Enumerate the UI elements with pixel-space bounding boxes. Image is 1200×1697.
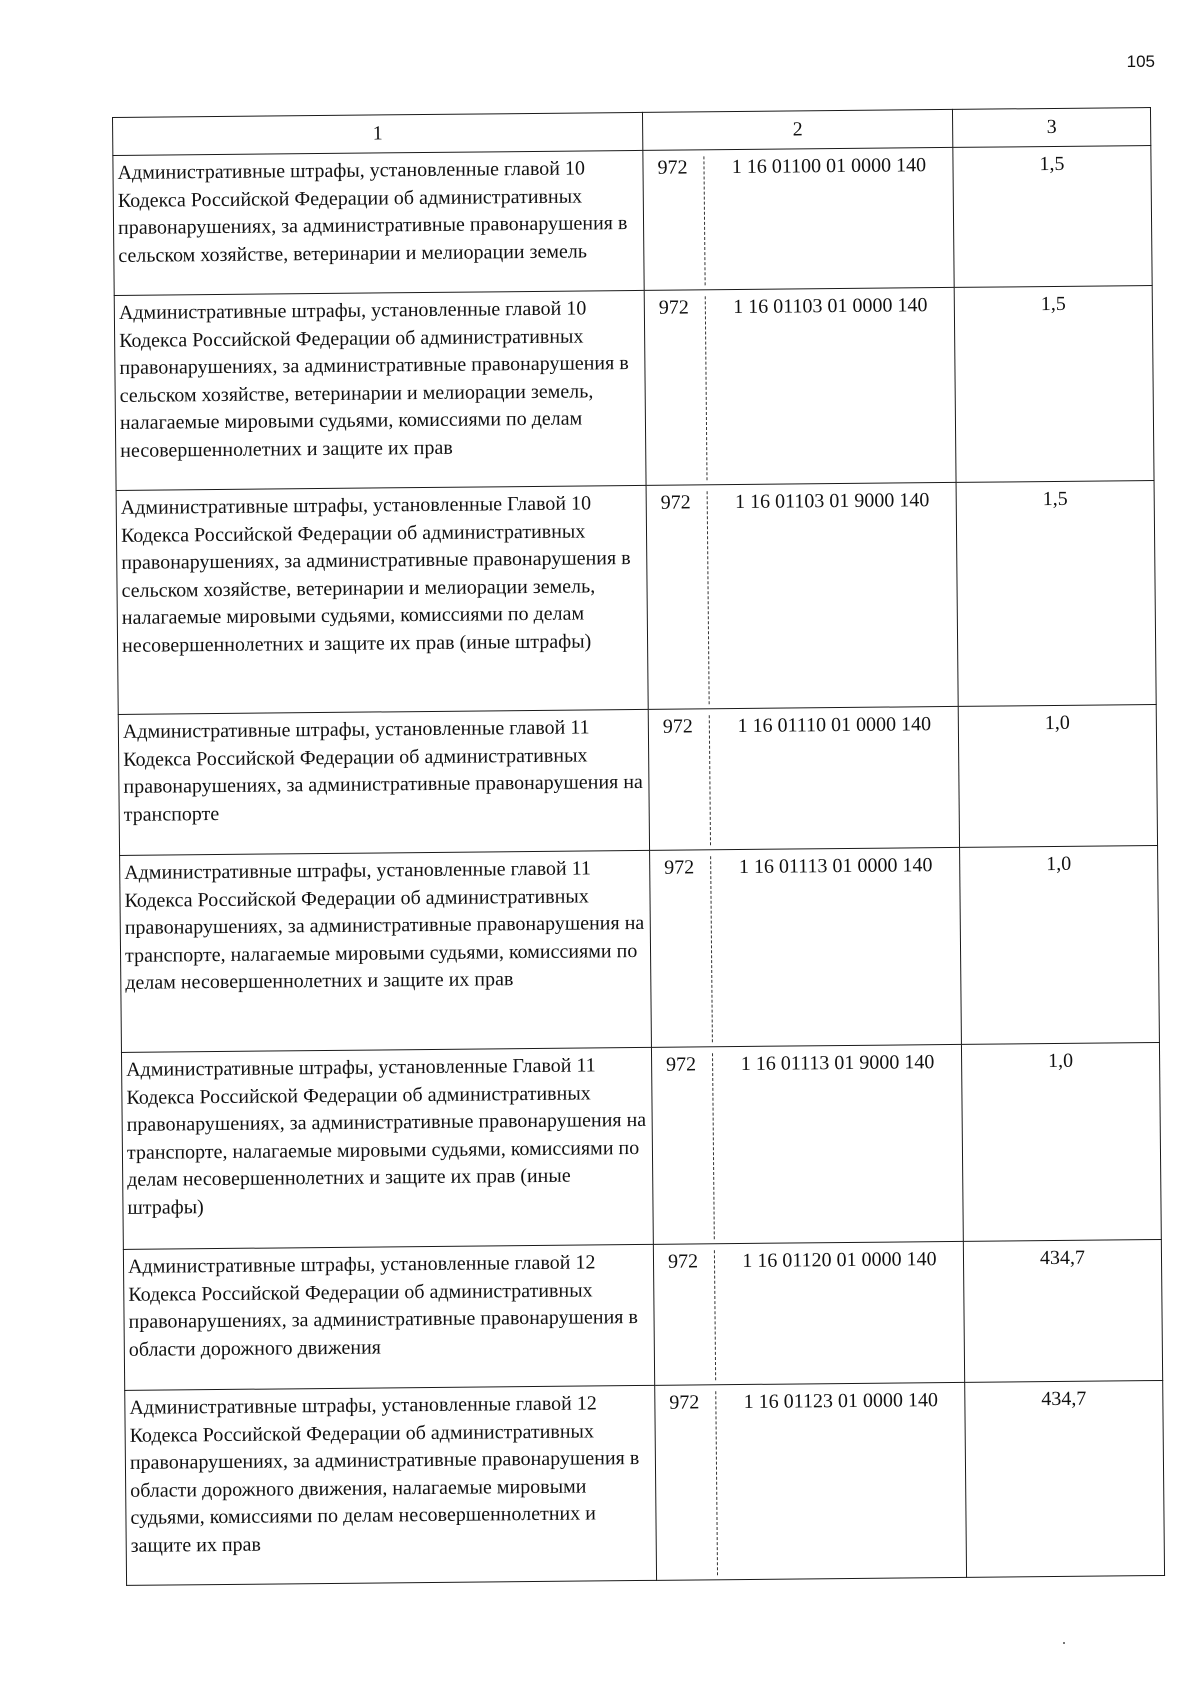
row-description: Административные штрафы, установленные главой 10 Кодекса Российской Федерации об административных правонарушениях, за административные правонарушения в сельском хозяйстве, ветеринарии и мелиорации земель: [113, 150, 644, 295]
admin-code: 972: [664, 856, 695, 879]
row-codes: [648, 706, 959, 850]
scan-speck: [1063, 1642, 1065, 1644]
row-codes: [651, 1044, 963, 1244]
row-description: Административные штрафы, установленные Главой 11 Кодекса Российской Федерации об административных правонарушениях, за административные правонарушения на транспорте, налагаемые мировыми судьями, комиссиями по делам несовершеннолетних и защите их прав (иные штрафы): [121, 1047, 653, 1249]
row-amount: 1,0: [961, 1042, 1161, 1241]
table-row: [114, 286, 1154, 491]
column-divider: [712, 1053, 715, 1239]
row-codes: [643, 147, 954, 290]
admin-code: 972: [662, 715, 693, 738]
budget-code: 1 16 01100 01 0000 140: [731, 154, 927, 179]
header-col-2: 2: [642, 109, 952, 150]
budget-code: 1 16 01120 01 0000 140: [742, 1248, 937, 1273]
revenue-table: [112, 107, 1165, 1586]
row-codes: [650, 847, 962, 1047]
row-description: Административные штрафы, установленные главой 12 Кодекса Российской Федерации об административных правонарушениях, за административные правонарушения в области дорожного движения, налагаемые мировыми судьями, комиссиями по делам несовершеннолетних и защите их прав: [125, 1385, 657, 1585]
budget-code: 1 16 01103 01 0000 140: [733, 294, 928, 319]
table-row: [116, 481, 1156, 715]
row-description: Административные штрафы, установленные главой 10 Кодекса Российской Федерации об административных правонарушениях, за административные правонарушения в сельском хозяйстве, ветеринарии и мелиорации земель, налагаемые мировыми судьями, комиссиями по делам несовершеннолетних и защите их прав: [114, 290, 646, 490]
admin-code: 972: [660, 491, 691, 514]
row-codes: [646, 482, 958, 709]
row-amount: 1,0: [958, 705, 1157, 848]
table-row: [125, 1380, 1165, 1585]
table-row: [113, 146, 1152, 296]
budget-code: 1 16 01113 01 9000 140: [740, 1051, 935, 1076]
row-codes: [653, 1241, 964, 1385]
budget-code: 1 16 01113 01 0000 140: [738, 854, 933, 879]
header-col-1: 1: [113, 112, 643, 155]
row-amount: 1,0: [960, 845, 1160, 1044]
column-divider: [710, 856, 713, 1042]
column-divider: [705, 296, 708, 480]
table-row: [118, 705, 1157, 856]
row-codes: [644, 287, 956, 485]
row-codes: [655, 1382, 967, 1580]
table-row: [121, 1042, 1161, 1249]
row-amount: 1,5: [956, 481, 1156, 707]
row-amount: 1,5: [954, 286, 1154, 483]
row-description: Административные штрафы, установленные главой 11 Кодекса Российской Федерации об административных правонарушениях, за административные правонарушения на транспорте: [118, 709, 649, 855]
row-amount: 434,7: [963, 1239, 1162, 1382]
row-amount: 434,7: [965, 1380, 1165, 1577]
column-divider: [707, 491, 710, 704]
admin-code: 972: [657, 156, 688, 179]
admin-code: 972: [667, 1250, 699, 1273]
column-divider: [715, 1391, 718, 1575]
header-col-3: 3: [952, 108, 1150, 148]
table-row: [123, 1239, 1162, 1390]
row-description: Административные штрафы, установленные главой 11 Кодекса Российской Федерации об административных правонарушениях, за административные правонарушения на транспорте, налагаемые мировыми судьями, комиссиями по делам несовершеннолетних и защите их прав: [120, 850, 652, 1052]
budget-code: 1 16 01110 01 0000 140: [737, 713, 932, 738]
row-amount: 1,5: [953, 146, 1152, 288]
row-description: Административные штрафы, установленные Главой 10 Кодекса Российской Федерации об административных правонарушениях, за административные правонарушения в сельском хозяйстве, ветеринарии и мелиорации земель, налагаемые мировыми судьями, комиссиями по делам несовершеннолетних и защите их прав (иные штрафы): [116, 485, 648, 714]
page-number: 105: [1126, 52, 1155, 71]
budget-code: 1 16 01123 01 0000 140: [743, 1389, 939, 1413]
budget-code: 1 16 01103 01 9000 140: [734, 489, 930, 514]
row-description: Административные штрафы, установленные главой 12 Кодекса Российской Федерации об административных правонарушениях, за административные правонарушения в области дорожного движения: [123, 1244, 654, 1390]
table-row: [120, 845, 1160, 1052]
admin-code: 972: [658, 296, 689, 319]
admin-code: 972: [666, 1053, 697, 1076]
admin-code: 972: [669, 1391, 700, 1414]
